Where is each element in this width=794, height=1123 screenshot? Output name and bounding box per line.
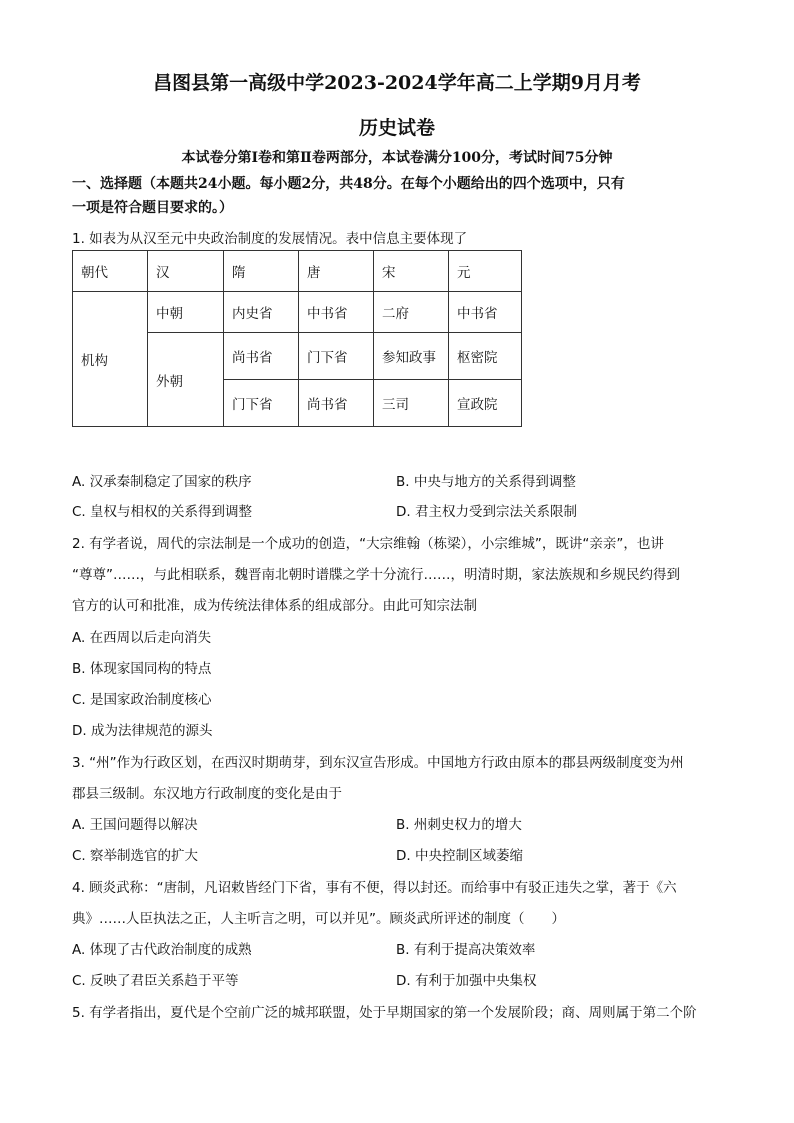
q4-stem-line1: 4. 顾炎武称：“唐制，凡诏敕皆经门下省，事有不便，得以封还。而给事中有驳正违失之掌，著于《六 bbox=[72, 880, 677, 896]
table-header-row bbox=[73, 251, 522, 292]
q2-stem-line2: “尊尊”……，与此相联系，魏晋南北朝时谱牒之学十分流行……，明清时期，家法族规和乡规民约得到 bbox=[72, 567, 680, 583]
exam-instructions: 本试卷分第Ⅰ卷和第Ⅱ卷两部分，本试卷满分100分，考试时间75分钟 bbox=[181, 150, 613, 166]
table-cell: 尚书省 bbox=[299, 380, 374, 427]
q1-option-d: D. 君主权力受到宗法关系限制 bbox=[396, 504, 577, 520]
table-header-cell: 元 bbox=[449, 251, 522, 292]
table-cell: 尚书省 bbox=[224, 333, 299, 380]
q3-option-d: D. 中央控制区域萎缩 bbox=[396, 848, 523, 864]
outer-court-label: 外朝 bbox=[148, 333, 224, 427]
q3-stem-line1: 3. “州”作为行政区划，在西汉时期萌芽，到东汉宣告形成。中国地方行政由原本的郡县两级制度变为州 bbox=[72, 755, 684, 771]
q2-option-d: D. 成为法律规范的源头 bbox=[72, 723, 213, 739]
q3-option-a: A. 王国问题得以解决 bbox=[72, 817, 198, 833]
inner-court-label: 中朝 bbox=[148, 292, 224, 333]
q1-option-a: A. 汉承秦制稳定了国家的秩序 bbox=[72, 474, 252, 490]
section-heading-line1: 一、选择题（本题共24小题。每小题2分，共48分。在每个小题给出的四个选项中，只有 bbox=[72, 176, 625, 192]
table-cell: 门下省 bbox=[299, 333, 374, 380]
q1-option-c: C. 皇权与相权的关系得到调整 bbox=[72, 504, 253, 520]
q5-stem-line1: 5. 有学者指出，夏代是个空前广泛的城邦联盟，处于早期国家的第一个发展阶段；商、周则属于第二个阶 bbox=[72, 1005, 697, 1021]
q3-stem-line2: 郡县三级制。东汉地方行政制度的变化是由于 bbox=[72, 786, 342, 802]
q4-option-a: A. 体现了古代政治制度的成熟 bbox=[72, 942, 252, 958]
table-cell: 参知政事 bbox=[374, 333, 449, 380]
q4-stem-line2: 典》……人臣执法之正，人主听言之明，可以并见”。顾炎武所评述的制度（ ） bbox=[72, 911, 565, 927]
table-cell: 中书省 bbox=[299, 292, 374, 333]
row-label-institution: 机构 bbox=[73, 292, 148, 427]
q2-option-b: B. 体现家国同构的特点 bbox=[72, 661, 212, 677]
table-cell: 内史省 bbox=[224, 292, 299, 333]
table-header-cell: 唐 bbox=[299, 251, 374, 292]
table-cell: 门下省 bbox=[224, 380, 299, 427]
q4-option-b: B. 有利于提高决策效率 bbox=[396, 942, 536, 958]
q3-option-c: C. 察举制选官的扩大 bbox=[72, 848, 199, 864]
table-cell: 中书省 bbox=[449, 292, 522, 333]
subject-title: 历史试卷 bbox=[358, 117, 435, 139]
q1-option-b: B. 中央与地方的关系得到调整 bbox=[396, 474, 576, 490]
q2-option-c: C. 是国家政治制度核心 bbox=[72, 692, 212, 708]
table-header-cell: 宋 bbox=[374, 251, 449, 292]
q1-stem: 1. 如表为从汉至元中央政治制度的发展情况。表中信息主要体现了 bbox=[72, 231, 468, 247]
table-header-cell: 汉 bbox=[148, 251, 224, 292]
section-heading-line2: 一项是符合题目要求的。） bbox=[72, 200, 233, 216]
q2-stem-line3: 官方的认可和批准，成为传统法律体系的组成部分。由此可知宗法制 bbox=[72, 598, 477, 614]
table-cell: 枢密院 bbox=[449, 333, 522, 380]
q3-option-b: B. 州刺史权力的增大 bbox=[396, 817, 522, 833]
table-cell: 三司 bbox=[374, 380, 449, 427]
table-cell: 宣政院 bbox=[449, 380, 522, 427]
q4-option-c: C. 反映了君臣关系趋于平等 bbox=[72, 973, 239, 989]
table-header-cell: 朝代 bbox=[73, 251, 148, 292]
dynasty-institution-table bbox=[72, 250, 522, 427]
q2-option-a: A. 在西周以后走向消失 bbox=[72, 630, 212, 646]
school-title: 昌图县第一高级中学2023-2024学年高二上学期9月月考 bbox=[153, 72, 641, 94]
q2-stem-line1: 2. 有学者说，周代的宗法制是一个成功的创造，“大宗维翰（栋梁），小宗维城”，既讲“亲亲”，也讲 bbox=[72, 536, 664, 552]
table-row bbox=[73, 292, 522, 333]
q4-option-d: D. 有利于加强中央集权 bbox=[396, 973, 537, 989]
table-cell: 二府 bbox=[374, 292, 449, 333]
table-header-cell: 隋 bbox=[224, 251, 299, 292]
